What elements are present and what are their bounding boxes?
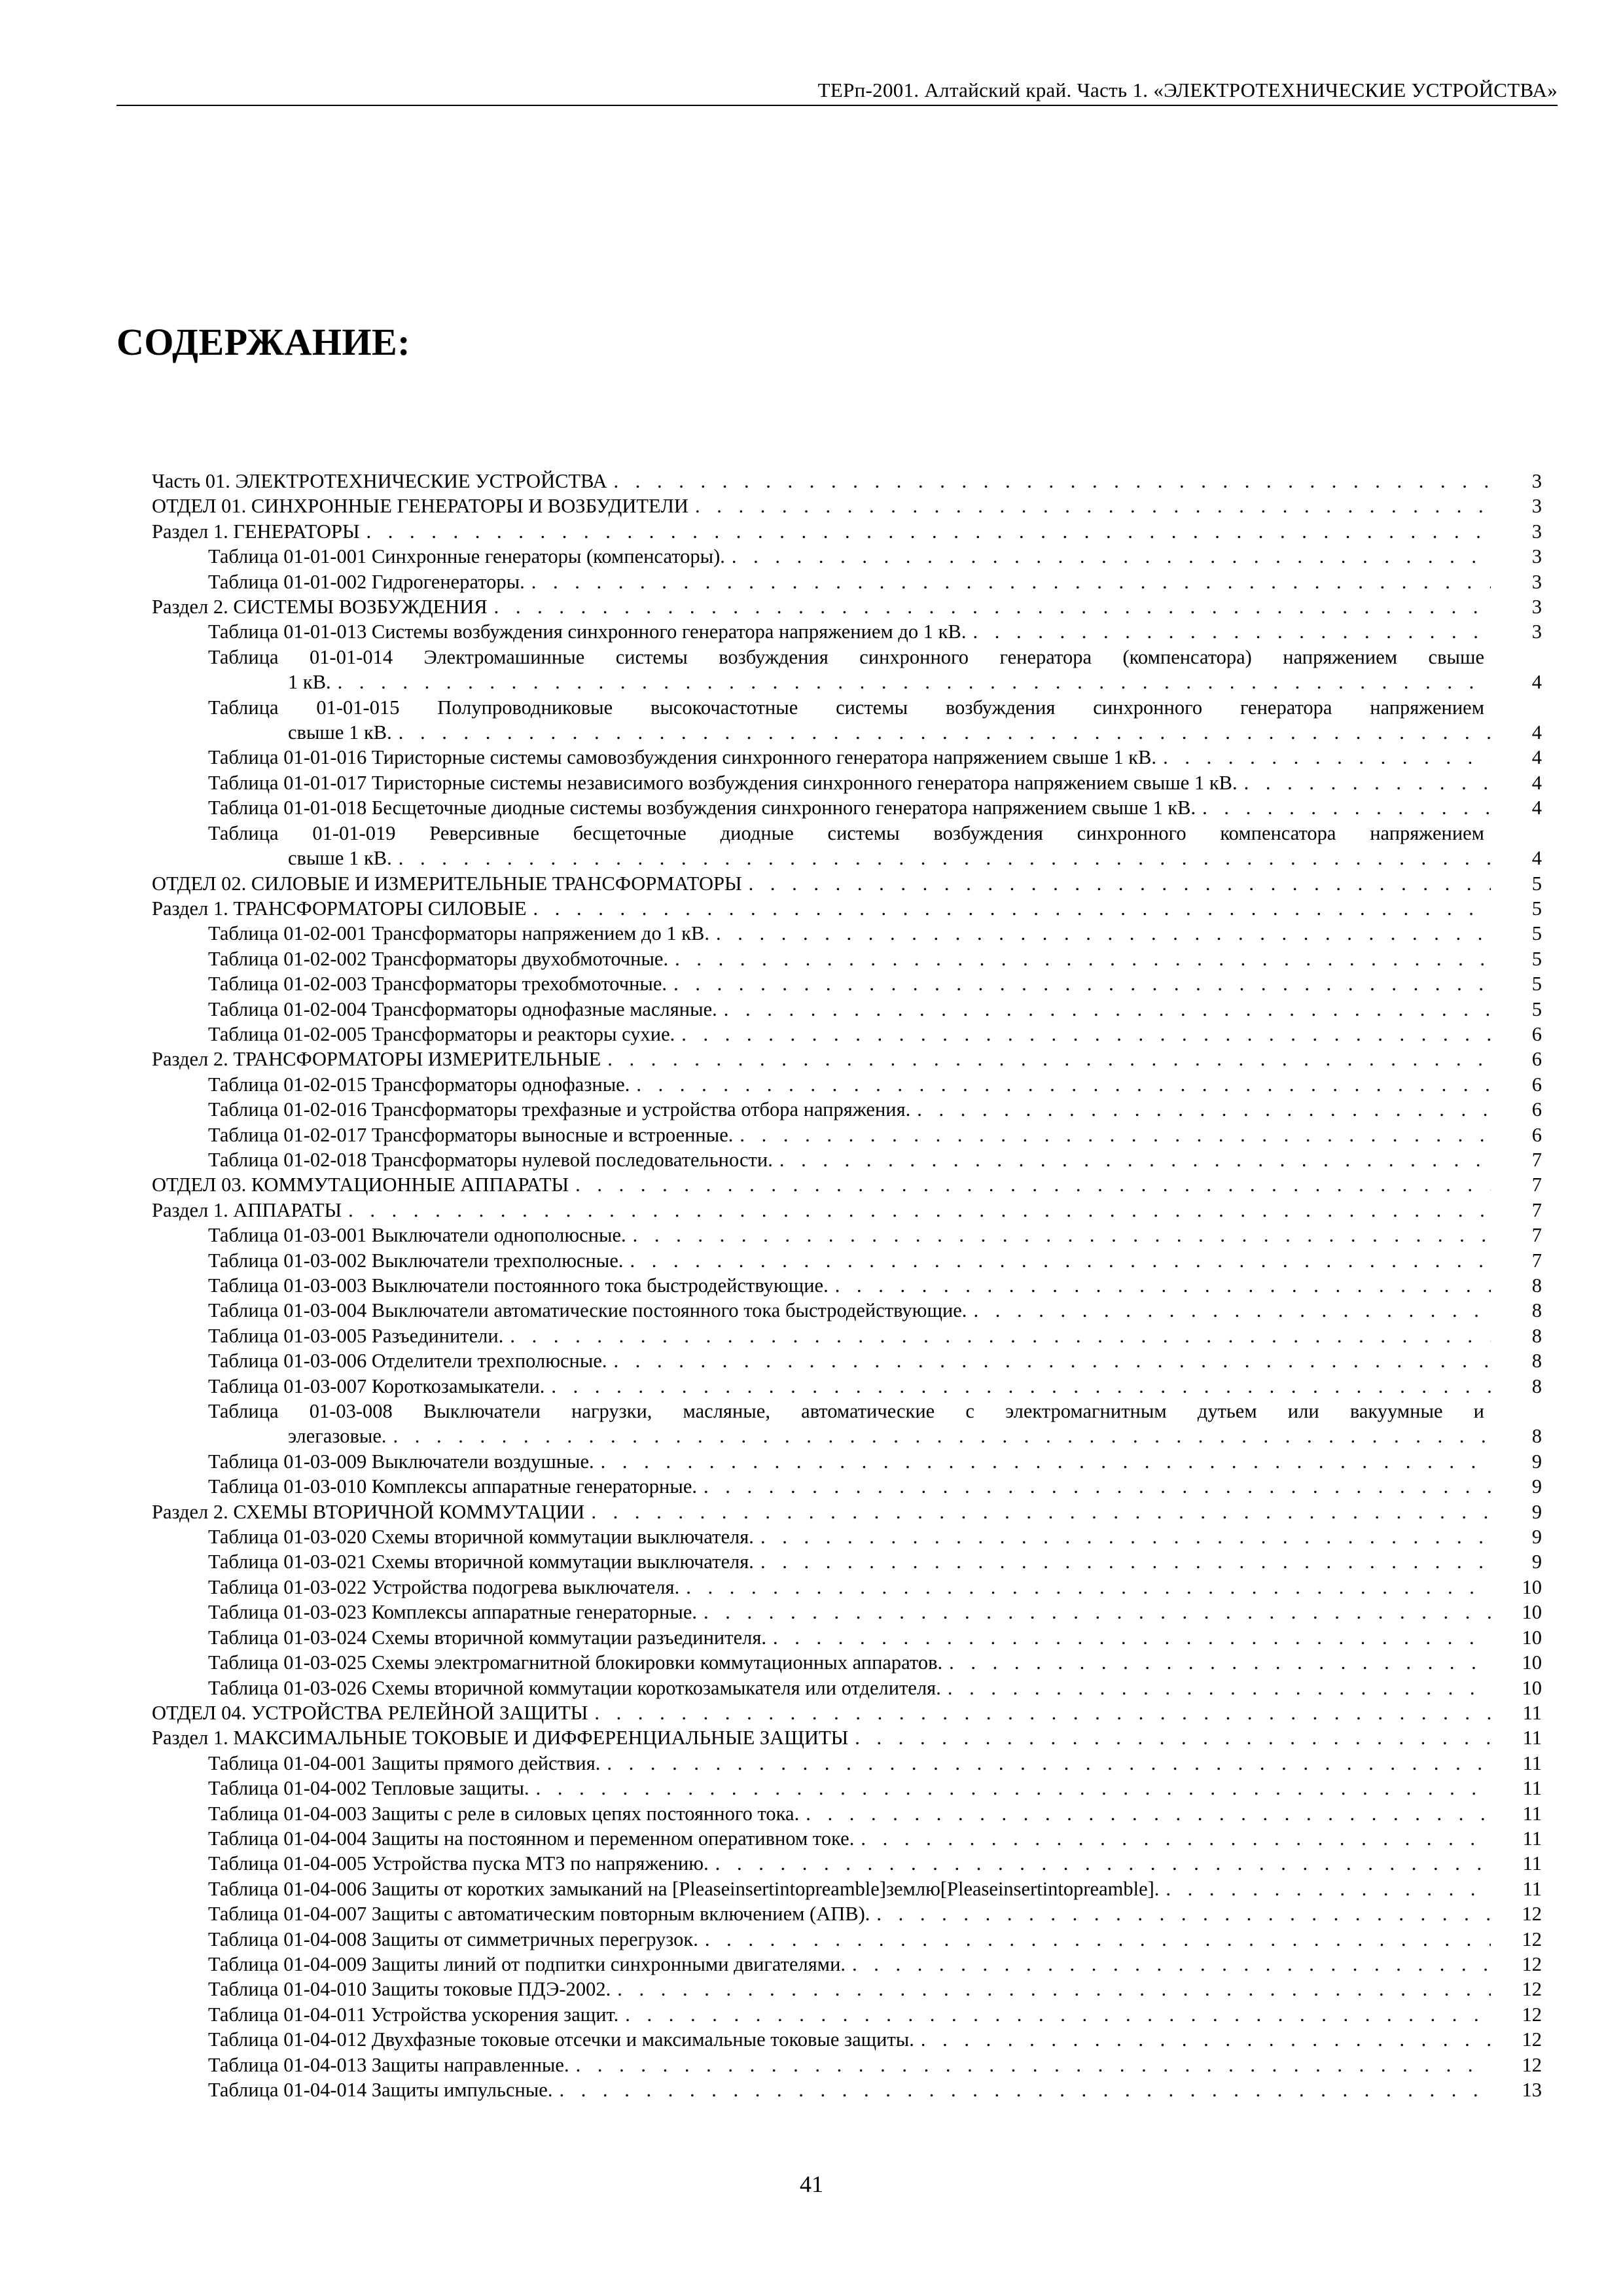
toc-entry-page: 11 xyxy=(1522,1877,1542,1900)
toc-entry[interactable] xyxy=(152,493,1542,518)
toc-entry-label: Таблица 01-03-020 Схемы вторичной коммутации выключателя. xyxy=(208,1526,754,1549)
toc-entry-page: 9 xyxy=(1531,1551,1542,1573)
toc-entry-label: Таблица 01-03-003 Выключатели постоянного тока быстродействующие. xyxy=(208,1274,829,1297)
toc-entry[interactable] xyxy=(152,1575,1542,1600)
toc-entry-label: Таблица 01-04-008 Защиты от симметричных перегрузок. xyxy=(208,1928,698,1950)
toc-entry-page: 8 xyxy=(1531,1374,1542,1397)
toc-entry[interactable] xyxy=(152,2053,1542,2077)
dot-leader xyxy=(686,1575,1491,1600)
dot-leader xyxy=(972,619,1491,644)
toc-entry-page: 10 xyxy=(1522,1575,1542,1598)
toc-entry-page: 11 xyxy=(1522,1802,1542,1825)
toc-entry-label: ОТДЕЛ 03. КОММУТАЦИОННЫЕ АППАРАТЫ xyxy=(152,1174,569,1196)
dot-leader xyxy=(594,1700,1491,1725)
toc-entry[interactable] xyxy=(152,1524,1542,1549)
toc-entry-label: Таблица 01-01-017 Тиристорные системы независимого возбуждения синхронного генератора напряжением свыше 1 кВ. xyxy=(208,771,1238,794)
dot-leader xyxy=(1166,1876,1491,1901)
toc-entry[interactable] xyxy=(152,1549,1542,1574)
toc-entry-page: 3 xyxy=(1531,520,1542,543)
toc-entry-label: Таблица 01-03-025 Схемы электромагнитной блокировки коммутационных аппаратов. xyxy=(208,1651,943,1674)
toc-entry-label: Таблица 01-02-018 Трансформаторы нулевой последовательности. xyxy=(208,1148,773,1171)
dot-leader xyxy=(494,594,1491,619)
dot-leader xyxy=(533,896,1491,921)
toc-entry[interactable] xyxy=(152,1600,1542,1624)
dot-leader xyxy=(399,720,1491,745)
toc-entry[interactable] xyxy=(152,1474,1542,1499)
toc-entry-page: 5 xyxy=(1531,973,1542,996)
toc-entry[interactable] xyxy=(152,1851,1542,1876)
toc-entry-label: Таблица 01-02-016 Трансформаторы трехфазные и устройства отбора напряжения. xyxy=(208,1098,911,1121)
dot-leader xyxy=(716,921,1491,946)
toc-entry[interactable] xyxy=(152,795,1542,820)
toc-entry[interactable] xyxy=(152,896,1542,921)
toc-entry-label: Таблица 01-04-012 Двухфазные токовые отсечки и максимальные токовые защиты. xyxy=(208,2028,914,2051)
toc-entry[interactable] xyxy=(152,569,1542,594)
toc-entry-page: 4 xyxy=(1531,746,1542,769)
dot-leader xyxy=(749,871,1491,896)
dot-leader xyxy=(636,1072,1491,1097)
toc-entry-page: 3 xyxy=(1531,495,1542,518)
toc-entry-label: Таблица 01-04-011 Устройства ускорения защит. xyxy=(208,2003,619,2026)
dot-leader xyxy=(393,1424,1491,1448)
dot-leader xyxy=(681,1022,1491,1047)
dot-leader xyxy=(614,469,1491,493)
toc-entry-label: Раздел 2. СХЕМЫ ВТОРИЧНОЙ КОММУТАЦИИ xyxy=(152,1500,585,1523)
toc-entry-label: Раздел 2. ТРАНСФОРМАТОРЫ ИЗМЕРИТЕЛЬНЫЕ xyxy=(152,1048,601,1071)
toc-entry[interactable] xyxy=(152,821,1542,871)
toc-entry-page: 5 xyxy=(1531,872,1542,895)
toc-entry-label: Таблица 01-03-002 Выключатели трехполюсные. xyxy=(208,1249,624,1272)
toc-entry-label: Таблица 01-01-019 Реверсивные бесщеточные диодные системы возбуждения синхронного компенсатора напряжением xyxy=(208,821,1484,844)
dot-leader xyxy=(607,1047,1491,1071)
toc-entry-label: Таблица 01-03-024 Схемы вторичной коммутации разъединителя. xyxy=(208,1626,766,1649)
toc-entry-page: 11 xyxy=(1522,1727,1542,1749)
dot-leader xyxy=(917,1097,1491,1122)
toc-entry[interactable] xyxy=(152,1676,1542,1700)
toc-entry-page: 9 xyxy=(1531,1450,1542,1473)
toc-entry[interactable] xyxy=(152,921,1542,946)
dot-leader xyxy=(399,846,1491,870)
dot-leader xyxy=(559,2077,1491,2102)
dot-leader xyxy=(779,1147,1491,1172)
toc-entry-page: 10 xyxy=(1522,1651,1542,1674)
toc-entry-label: Таблица 01-04-001 Защиты прямого действия. xyxy=(208,1751,601,1774)
toc-entry-page: 7 xyxy=(1531,1198,1542,1221)
toc-entry-label: Таблица 01-02-003 Трансформаторы трехобмоточные. xyxy=(208,973,668,996)
toc-entry[interactable] xyxy=(152,946,1542,971)
toc-entry-page: 5 xyxy=(1531,922,1542,945)
page-number: 41 xyxy=(800,2171,823,2197)
toc-entry-page: 10 xyxy=(1522,1601,1542,1624)
toc-entry[interactable] xyxy=(152,1927,1542,1952)
dot-leader xyxy=(1163,745,1491,770)
toc-entry-page: 6 xyxy=(1531,1123,1542,1146)
dot-leader xyxy=(732,544,1491,569)
toc-entry-label: Таблица 01-02-005 Трансформаторы и реакторы сухие. xyxy=(208,1022,675,1045)
toc-entry-label: ОТДЕЛ 04. УСТРОЙСТВА РЕЛЕЙНОЙ ЗАЩИТЫ xyxy=(152,1701,588,1724)
dot-leader xyxy=(617,1977,1491,2001)
toc-entry-page: 7 xyxy=(1531,1148,1542,1171)
dot-leader xyxy=(973,1298,1491,1323)
dot-leader xyxy=(366,519,1491,544)
toc-entry[interactable] xyxy=(152,1776,1542,1801)
toc-entry-page: 11 xyxy=(1522,1701,1542,1724)
toc-entry-label: Таблица 01-01-018 Бесщеточные диодные системы возбуждения синхронного генератора напряжением свыше 1 кВ. xyxy=(208,797,1196,819)
dot-leader xyxy=(625,2002,1491,2027)
toc-entry[interactable] xyxy=(152,1298,1542,1323)
toc-entry-label: Таблица 01-04-013 Защиты направленные. xyxy=(208,2053,569,2076)
toc-entry-page: 4 xyxy=(1531,671,1542,694)
dot-leader xyxy=(773,1625,1491,1650)
toc-entry-label: Таблица 01-03-001 Выключатели однополюсные. xyxy=(208,1224,626,1247)
toc-entry[interactable] xyxy=(152,971,1542,996)
dot-leader xyxy=(536,1776,1491,1801)
toc-entry[interactable] xyxy=(152,1725,1542,1750)
dot-leader xyxy=(852,1952,1491,1977)
toc-entry-page: 12 xyxy=(1522,1903,1542,1926)
toc-entry-label: Таблица 01-02-015 Трансформаторы однофазные. xyxy=(208,1073,630,1096)
dot-leader xyxy=(675,946,1491,971)
toc-entry-label: Раздел 2. СИСТЕМЫ ВОЗБУЖДЕНИЯ xyxy=(152,596,488,619)
toc-entry[interactable] xyxy=(152,1901,1542,1926)
toc-entry-page: 4 xyxy=(1531,797,1542,819)
toc-entry-page: 12 xyxy=(1522,2028,1542,2051)
toc-entry[interactable] xyxy=(152,1374,1542,1399)
toc-entry-label-continuation: элегазовые. xyxy=(288,1425,387,1448)
toc-entry[interactable] xyxy=(152,1876,1542,1901)
toc-entry-page: 7 xyxy=(1531,1224,1542,1247)
toc-entry[interactable] xyxy=(152,1147,1542,1172)
toc-entry-page: 3 xyxy=(1531,620,1542,643)
toc-entry[interactable] xyxy=(152,745,1542,770)
dot-leader xyxy=(633,1223,1491,1247)
toc-entry-page: 12 xyxy=(1522,2003,1542,2026)
toc-entry-label: Таблица 01-04-002 Тепловые защиты. xyxy=(208,1777,529,1800)
toc-entry-page: 4 xyxy=(1531,847,1542,870)
dot-leader xyxy=(591,1499,1491,1524)
dot-leader xyxy=(614,1348,1491,1373)
toc-entry-label: Таблица 01-01-001 Синхронные генераторы (компенсаторы). xyxy=(208,545,725,568)
toc-entry-page: 11 xyxy=(1522,1852,1542,1875)
toc-entry-page: 3 xyxy=(1531,596,1542,619)
dot-leader xyxy=(740,1122,1491,1147)
toc-entry-label: Таблица 01-04-010 Защиты токовые ПДЭ-2002. xyxy=(208,1978,611,2001)
dot-leader xyxy=(855,1725,1491,1750)
toc-title: СОДЕРЖАНИЕ: xyxy=(116,321,411,363)
dot-leader xyxy=(510,1323,1491,1348)
dot-leader xyxy=(601,1449,1491,1474)
toc-entry[interactable] xyxy=(152,2002,1542,2027)
dot-leader xyxy=(948,1676,1491,1700)
toc-entry[interactable] xyxy=(152,469,1542,493)
dot-leader xyxy=(876,1901,1491,1926)
toc-entry[interactable] xyxy=(152,1826,1542,1851)
toc-entry[interactable] xyxy=(152,519,1542,544)
toc-entry-label: ОТДЕЛ 02. СИЛОВЫЕ И ИЗМЕРИТЕЛЬНЫЕ ТРАНСФОРМАТОРЫ xyxy=(152,872,742,895)
toc-entry-page: 11 xyxy=(1522,1777,1542,1800)
toc-entry-page: 4 xyxy=(1531,771,1542,794)
toc-entry-page: 8 xyxy=(1531,1324,1542,1347)
dot-leader xyxy=(576,2053,1491,2077)
dot-leader xyxy=(551,1374,1491,1399)
toc-entry-continuation xyxy=(208,670,1542,694)
toc-entry-label: Таблица 01-03-005 Разъединители. xyxy=(208,1324,504,1347)
toc-entry-label: Таблица 01-04-003 Защиты с реле в силовых цепях постоянного тока. xyxy=(208,1802,800,1825)
toc-entry-label: Таблица 01-03-008 Выключатели нагрузки, масляные, автоматические с электромагнитным дутьем или вакуумные и xyxy=(208,1400,1484,1423)
toc-entry-label: Таблица 01-04-004 Защиты на постоянном и переменном оперативном токе. xyxy=(208,1827,855,1850)
toc-entry-page: 6 xyxy=(1531,1073,1542,1096)
dot-leader xyxy=(760,1524,1491,1549)
toc-entry-label: Таблица 01-03-026 Схемы вторичной коммутации короткозамыкателя или отделителя. xyxy=(208,1676,941,1699)
toc-entry-label: Таблица 01-04-009 Защиты линий от подпитки синхронными двигателями. xyxy=(208,1952,846,1975)
toc-entry-label: ОТДЕЛ 01. СИНХРОННЫЕ ГЕНЕРАТОРЫ И ВОЗБУДИТЕЛИ xyxy=(152,495,688,518)
toc-entry-page: 10 xyxy=(1522,1626,1542,1649)
toc-entry[interactable] xyxy=(152,2077,1542,2102)
toc-entry-page: 3 xyxy=(1531,570,1542,593)
toc-entry-label: Таблица 01-03-021 Схемы вторичной коммутации выключателя. xyxy=(208,1551,754,1573)
dot-leader xyxy=(715,1851,1491,1876)
dot-leader xyxy=(695,493,1491,518)
toc-entry-label: Таблица 01-04-007 Защиты с автоматическим повторным включением (АПВ). xyxy=(208,1903,870,1926)
dot-leader xyxy=(921,2027,1491,2052)
toc-entry[interactable] xyxy=(152,544,1542,569)
toc-entry-page: 5 xyxy=(1531,897,1542,920)
toc-entry[interactable] xyxy=(152,1801,1542,1826)
dot-leader xyxy=(673,971,1491,996)
toc-entry[interactable] xyxy=(152,645,1542,695)
toc-entry[interactable] xyxy=(152,2027,1542,2052)
toc-entry-label: Таблица 01-02-017 Трансформаторы выносные и встроенные. xyxy=(208,1123,734,1146)
toc-entry-label: Таблица 01-01-002 Гидрогенераторы. xyxy=(208,570,525,593)
toc-entry[interactable] xyxy=(152,770,1542,795)
toc-entry[interactable] xyxy=(152,1248,1542,1273)
toc-entry-page: 5 xyxy=(1531,997,1542,1020)
toc-entry-page: 12 xyxy=(1522,1978,1542,2001)
toc-entry[interactable] xyxy=(152,1323,1542,1348)
toc-entry-page: 12 xyxy=(1522,2053,1542,2076)
toc-entry-label: Раздел 1. ТРАНСФОРМАТОРЫ СИЛОВЫЕ xyxy=(152,897,527,920)
toc-entry[interactable] xyxy=(152,1700,1542,1725)
running-header: ТЕРп-2001. Алтайский край. Часть 1. «ЭЛЕКТРОТЕХНИЧЕСКИЕ УСТРОЙСТВА» xyxy=(817,79,1558,101)
table-of-contents xyxy=(152,469,1542,2102)
toc-entry-continuation xyxy=(208,846,1542,870)
toc-entry-page: 11 xyxy=(1522,1751,1542,1774)
toc-entry-page: 9 xyxy=(1531,1526,1542,1549)
toc-entry-label-continuation: 1 кВ. xyxy=(288,671,331,694)
toc-entry-label: Таблица 01-01-014 Электромашинные системы возбуждения синхронного генератора (компенсатора) напряжением свыше xyxy=(208,645,1484,668)
toc-entry[interactable] xyxy=(152,594,1542,619)
toc-entry-label: Таблица 01-04-006 Защиты от коротких замыканий на [Pleaseinsertintopreamble]землю[Pleaseinsertintopreamble]. xyxy=(208,1877,1160,1900)
toc-entry[interactable] xyxy=(152,1952,1542,1977)
toc-entry[interactable] xyxy=(152,695,1542,745)
toc-entry-page: 7 xyxy=(1531,1249,1542,1272)
toc-entry[interactable] xyxy=(152,1449,1542,1474)
header-rule xyxy=(116,105,1558,106)
toc-entry[interactable] xyxy=(152,1198,1542,1223)
toc-entry-page: 8 xyxy=(1531,1274,1542,1297)
toc-entry-page: 12 xyxy=(1522,1928,1542,1950)
toc-entry-page: 3 xyxy=(1531,545,1542,568)
toc-entry-page: 11 xyxy=(1522,1827,1542,1850)
toc-entry[interactable] xyxy=(152,1097,1542,1122)
toc-entry-page: 6 xyxy=(1531,1022,1542,1045)
toc-entry[interactable] xyxy=(152,1022,1542,1047)
dot-leader xyxy=(607,1751,1491,1776)
dot-leader xyxy=(760,1549,1491,1574)
toc-entry[interactable] xyxy=(152,1047,1542,1071)
toc-entry-label: Раздел 1. АППАРАТЫ xyxy=(152,1198,342,1221)
toc-entry-label-continuation: свыше 1 кВ. xyxy=(288,721,392,744)
toc-entry-label: Таблица 01-03-022 Устройства подогрева выключателя. xyxy=(208,1575,680,1598)
dot-leader xyxy=(806,1801,1491,1826)
toc-entry-page: 3 xyxy=(1531,470,1542,492)
toc-entry[interactable] xyxy=(152,1499,1542,1524)
toc-entry[interactable] xyxy=(152,871,1542,896)
toc-entry-page: 5 xyxy=(1531,947,1542,970)
toc-entry[interactable] xyxy=(152,1223,1542,1247)
dot-leader xyxy=(630,1248,1491,1273)
toc-entry-label: Таблица 01-03-009 Выключатели воздушные. xyxy=(208,1450,594,1473)
toc-entry-label: Таблица 01-03-023 Комплексы аппаратные генераторные. xyxy=(208,1601,697,1624)
toc-entry[interactable] xyxy=(152,1172,1542,1197)
toc-entry[interactable] xyxy=(152,1977,1542,2001)
dot-leader xyxy=(575,1172,1491,1197)
toc-entry-page: 8 xyxy=(1531,1425,1542,1448)
toc-entry[interactable] xyxy=(152,1625,1542,1650)
toc-entry[interactable] xyxy=(152,997,1542,1022)
toc-entry-label: Таблица 01-01-015 Полупроводниковые высокочастотные системы возбуждения синхронного генератора напряжением xyxy=(208,696,1484,719)
toc-entry[interactable] xyxy=(152,1273,1542,1298)
toc-entry-label: Таблица 01-03-007 Короткозамыкатели. xyxy=(208,1374,545,1397)
toc-entry-label: Таблица 01-03-006 Отделители трехполюсные. xyxy=(208,1350,607,1372)
dot-leader xyxy=(348,1198,1491,1223)
dot-leader xyxy=(704,1474,1491,1499)
toc-entry[interactable] xyxy=(152,1650,1542,1675)
toc-entry-label: Раздел 1. МАКСИМАЛЬНЫЕ ТОКОВЫЕ И ДИФФЕРЕНЦИАЛЬНЫЕ ЗАЩИТЫ xyxy=(152,1727,849,1749)
toc-entry-label: Таблица 01-04-014 Защиты импульсные. xyxy=(208,2079,553,2101)
dot-leader xyxy=(705,1927,1491,1952)
toc-entry-page: 13 xyxy=(1522,2079,1542,2101)
toc-entry-page: 7 xyxy=(1531,1174,1542,1196)
toc-entry-continuation xyxy=(208,720,1542,745)
toc-entry-label: Таблица 01-03-010 Комплексы аппаратные генераторные. xyxy=(208,1475,697,1498)
toc-entry-label: Таблица 01-01-016 Тиристорные системы самовозбуждения синхронного генератора напряжением свыше 1 кВ. xyxy=(208,746,1157,769)
toc-entry-label: Таблица 01-02-001 Трансформаторы напряжением до 1 кВ. xyxy=(208,922,709,945)
toc-entry-page: 10 xyxy=(1522,1676,1542,1699)
toc-entry-label-continuation: свыше 1 кВ. xyxy=(288,847,392,870)
toc-entry[interactable] xyxy=(152,1122,1542,1147)
dot-leader xyxy=(949,1650,1491,1675)
dot-leader xyxy=(861,1826,1491,1851)
dot-leader xyxy=(704,1600,1491,1624)
toc-entry-label: Таблица 01-01-013 Системы возбуждения синхронного генератора напряжением до 1 кВ. xyxy=(208,620,967,643)
toc-entry-continuation xyxy=(208,1424,1542,1448)
toc-entry-label: Таблица 01-04-005 Устройства пуска МТЗ по напряжению. xyxy=(208,1852,709,1875)
toc-entry-page: 4 xyxy=(1531,721,1542,744)
toc-entry-page: 8 xyxy=(1531,1299,1542,1322)
dot-leader xyxy=(338,670,1491,694)
dot-leader xyxy=(835,1273,1491,1298)
toc-entry-label: Таблица 01-02-004 Трансформаторы однофазные масляные. xyxy=(208,997,717,1020)
toc-entry[interactable] xyxy=(152,1751,1542,1776)
toc-entry[interactable] xyxy=(152,1072,1542,1097)
toc-entry-page: 8 xyxy=(1531,1350,1542,1372)
toc-entry[interactable] xyxy=(152,1348,1542,1373)
dot-leader xyxy=(724,997,1491,1022)
toc-entry-page: 9 xyxy=(1531,1475,1542,1498)
toc-entry-page: 9 xyxy=(1531,1500,1542,1523)
toc-entry-label: Таблица 01-02-002 Трансформаторы двухобмоточные. xyxy=(208,947,669,970)
toc-entry[interactable] xyxy=(152,619,1542,644)
toc-entry-page: 12 xyxy=(1522,1952,1542,1975)
toc-entry-page: 6 xyxy=(1531,1098,1542,1121)
toc-entry[interactable] xyxy=(152,1399,1542,1449)
dot-leader xyxy=(1202,795,1491,820)
dot-leader xyxy=(531,569,1491,594)
toc-entry-label: Часть 01. ЭЛЕКТРОТЕХНИЧЕСКИЕ УСТРОЙСТВА xyxy=(152,470,607,492)
toc-entry-label: Раздел 1. ГЕНЕРАТОРЫ xyxy=(152,520,360,543)
toc-entry-page: 6 xyxy=(1531,1048,1542,1071)
dot-leader xyxy=(1244,770,1491,795)
toc-entry-label: Таблица 01-03-004 Выключатели автоматические постоянного тока быстродействующие. xyxy=(208,1299,967,1322)
